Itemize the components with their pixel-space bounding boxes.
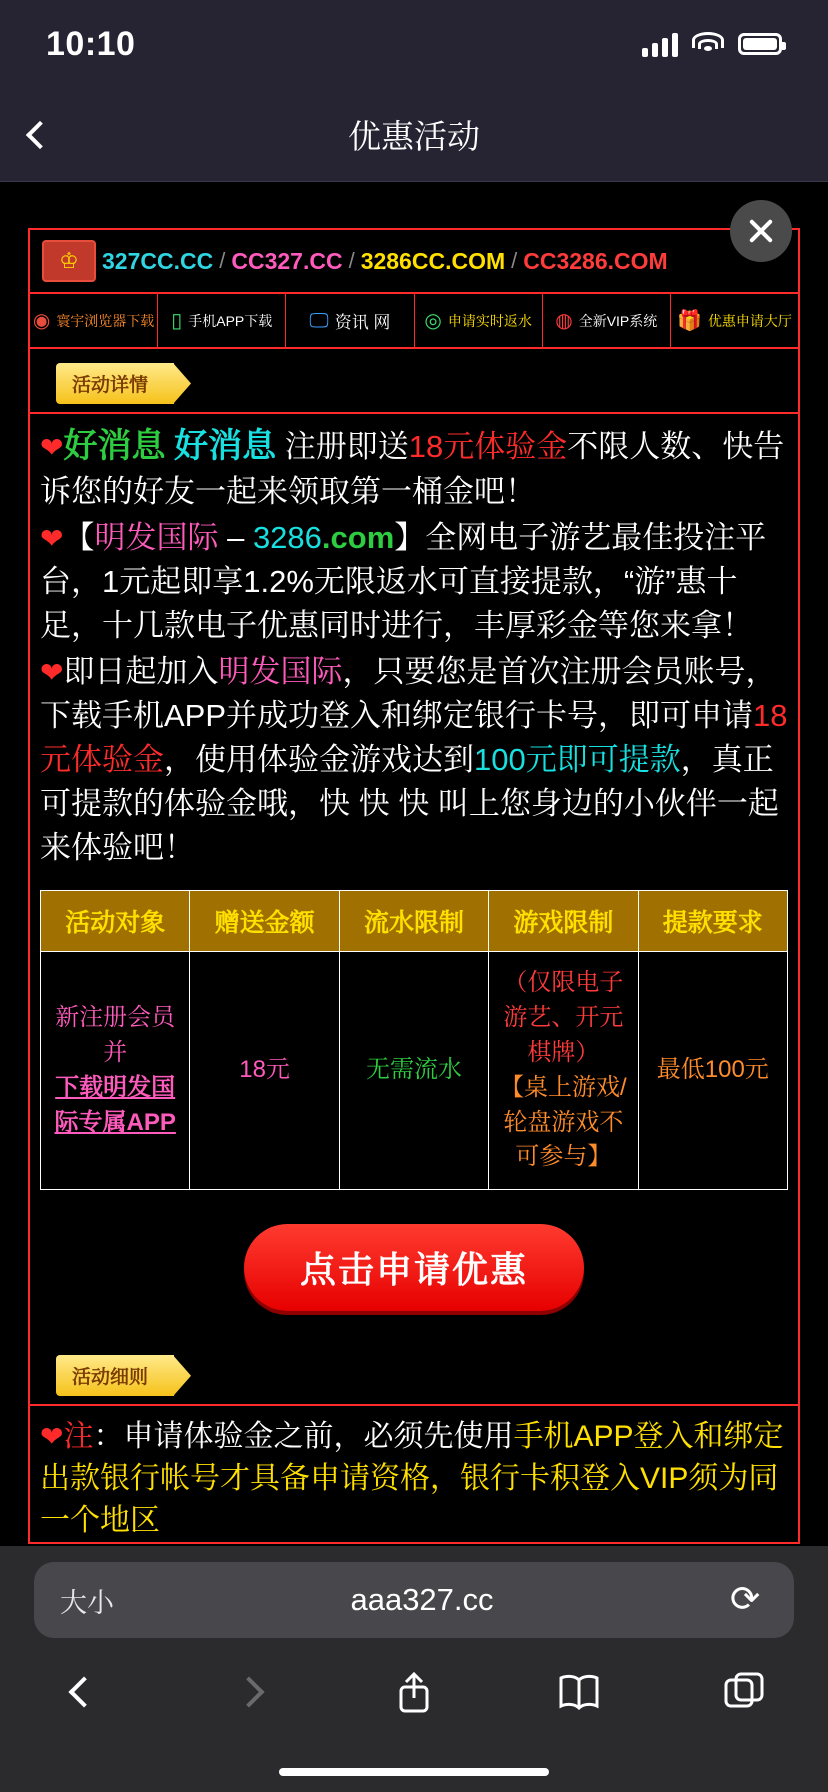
promo-bonus-amount-1: 18元体验金 (408, 429, 568, 464)
section-tab-rules: 活动细则 (56, 1355, 174, 1396)
promo-domain-num: 3286 (252, 520, 322, 556)
monitor-icon: 🖵 (309, 309, 329, 332)
promo-bonus-amount-2: 18元体验金 (40, 698, 788, 778)
rules-colon: ： (93, 1420, 124, 1454)
cell-rollover: 无需流水 (339, 952, 488, 1190)
heart-icon-1: ❤ (40, 432, 64, 463)
domain-bar (30, 230, 798, 294)
domain-link-1[interactable]: 327CC.CC (102, 247, 214, 274)
mobile-icon: ▯ (171, 309, 183, 332)
tile-label-2: 手机APP下载 (188, 312, 273, 329)
tile-label-1: 寰宇浏览器下载 (56, 312, 155, 329)
tile-rebate[interactable] (415, 294, 543, 347)
quick-nav-tiles (30, 294, 798, 349)
promo-line-2 (40, 516, 788, 648)
domain-link-2[interactable]: CC327.CC (231, 247, 343, 274)
status-bar (0, 0, 828, 88)
browser-forward-button[interactable] (219, 1664, 279, 1720)
domain-separator-1: / (219, 248, 226, 273)
promo-brand-2: 明发国际 (218, 654, 343, 690)
promo-good-news-2: 好消息 (174, 427, 277, 465)
share-button[interactable] (384, 1664, 444, 1720)
url-text[interactable]: aaa327.cc (350, 1582, 494, 1617)
table-row (41, 952, 788, 1190)
gift-icon: 🎁 (676, 309, 702, 332)
cell-game-limit-line2: 【桌上游戏/轮盘游戏不可参与】 (500, 1073, 627, 1171)
promo-line1-tail: 不限人数、快告诉您的好友一起来领取第一桶金吧！ (40, 429, 785, 510)
rules-line-1 (40, 1416, 788, 1542)
cell-target (41, 952, 190, 1190)
table-header-row (41, 891, 788, 952)
cell-game-limit-line1: （仅限电子游艺、开元棋牌） (503, 969, 624, 1066)
promo-line-3 (40, 650, 788, 870)
heart-icon-3: ❤ (40, 657, 64, 689)
browser-toolbar (0, 1546, 828, 1792)
tile-promo-hall[interactable] (671, 294, 798, 347)
share-icon (394, 1669, 434, 1715)
heart-icon-4: ❤ (40, 1421, 64, 1453)
tile-browser-download[interactable] (30, 294, 158, 347)
status-time: 10:10 (46, 24, 136, 63)
heart-icon-2: ❤ (40, 523, 64, 555)
section-tab-detail: 活动详情 (56, 363, 174, 404)
nav-bar (0, 88, 828, 182)
promo-line3-e: ，使用体验金游戏达到 (164, 742, 474, 778)
section-header-rules (30, 1341, 798, 1404)
tabs-icon (723, 1671, 765, 1713)
web-content (0, 182, 828, 1546)
rules-note-label: 注 (63, 1420, 94, 1454)
text-size-button[interactable]: 大小 (60, 1587, 114, 1618)
rules-text-b: 手机APP登入和绑定出 (40, 1420, 784, 1496)
bookmarks-button[interactable] (549, 1664, 609, 1720)
tile-label-3: 资讯 网 (334, 313, 391, 332)
tile-vip[interactable] (543, 294, 671, 347)
crown-badge-icon: ♔ (42, 240, 96, 282)
close-button[interactable] (730, 200, 792, 262)
promo-domain-tld: .com (321, 520, 395, 556)
promo-brand-1: 明发国际 (94, 520, 219, 556)
cell-target-line1: 新注册会员 (55, 1004, 176, 1032)
browser-forward-icon (233, 1676, 264, 1707)
section-header-detail (30, 349, 798, 412)
promo-card (28, 228, 800, 1544)
domain-separator-2: / (348, 248, 355, 273)
cell-amount: 18元 (190, 952, 339, 1190)
domain-separator-3: / (511, 248, 518, 273)
promo-description (30, 414, 798, 876)
domain-link-4[interactable]: CC3286.COM (523, 247, 668, 274)
browser-icon: ◉ (32, 309, 51, 332)
tile-label-4: 申请实时返水 (447, 312, 532, 329)
rules-text-a: 申请体验金之前，必须先使用 (123, 1420, 514, 1454)
reload-icon[interactable]: ⟳ (730, 1578, 761, 1619)
table-header-withdraw: 提款要求 (638, 891, 787, 952)
promo-line3-c: ，只要您是首次注册会员账号，下载手机APP并成功登入和绑定银行卡号，即可申请 (40, 654, 777, 734)
cell-target-line3: 下载明发国际专属APP (54, 1073, 176, 1136)
tile-label-6: 优惠申请大厅 (707, 312, 792, 329)
table-header-amount: 赠送金额 (190, 891, 339, 952)
promo-bracket-open: 【 (63, 520, 95, 556)
promo-register-text: 注册即送 (284, 429, 409, 464)
promo-table (40, 890, 788, 1190)
cell-withdraw: 最低100元 (638, 952, 787, 1190)
cta-row (30, 1190, 798, 1341)
browser-back-button[interactable] (54, 1664, 114, 1720)
apply-promo-button[interactable]: 点击申请优惠 (244, 1224, 584, 1311)
promo-good-news-1: 好消息 (63, 427, 166, 465)
tabs-button[interactable] (714, 1664, 774, 1720)
promo-dash: – (218, 520, 253, 556)
promo-rules (30, 1406, 798, 1542)
tile-news[interactable] (286, 294, 414, 347)
status-icons (642, 31, 782, 57)
coin-icon: ◎ (424, 309, 442, 332)
promo-withdraw-threshold: 100元即可提款 (474, 742, 681, 778)
browser-actions (0, 1638, 828, 1720)
cell-game-limit (489, 952, 638, 1190)
page-title: 优惠活动 (348, 118, 480, 155)
battery-icon (738, 33, 782, 55)
promo-line3-a: 即日起加入 (63, 654, 219, 690)
cellular-bars-icon (642, 31, 678, 57)
promo-line-1 (40, 422, 788, 514)
table-header-game-limit: 游戏限制 (489, 891, 638, 952)
table-header-target: 活动对象 (41, 891, 190, 952)
vip-icon: ◍ (555, 309, 573, 332)
close-icon (746, 216, 776, 246)
promo-bracket-close: 】 (394, 520, 426, 556)
promo-line2-tail: 全网电子游艺最佳投注平台，1元起即享1.2%无限返水可直接提款，“游”惠十足，十几款电子优惠同时进行，丰厚彩金等您来拿！ (40, 520, 767, 644)
cell-target-line2: 并 (103, 1039, 128, 1066)
browser-back-icon (68, 1676, 99, 1707)
domain-link-3[interactable]: 3286CC.COM (360, 247, 506, 274)
promo-line3-g: ，真正可提款的体验金哦，快 快 快 叫上您身边的小伙伴一起来体验吧！ (40, 742, 779, 866)
address-bar[interactable] (34, 1562, 794, 1638)
wifi-icon (692, 32, 724, 56)
tile-app-download[interactable] (158, 294, 286, 347)
table-header-rollover: 流水限制 (339, 891, 488, 952)
book-icon (557, 1673, 601, 1711)
rules-text-c: 款银行帐号才具备申请资格，银行卡积登入VIP须为同一个地区 (40, 1462, 779, 1538)
tile-label-5: 全新VIP系统 (578, 312, 658, 329)
home-indicator (279, 1768, 549, 1776)
